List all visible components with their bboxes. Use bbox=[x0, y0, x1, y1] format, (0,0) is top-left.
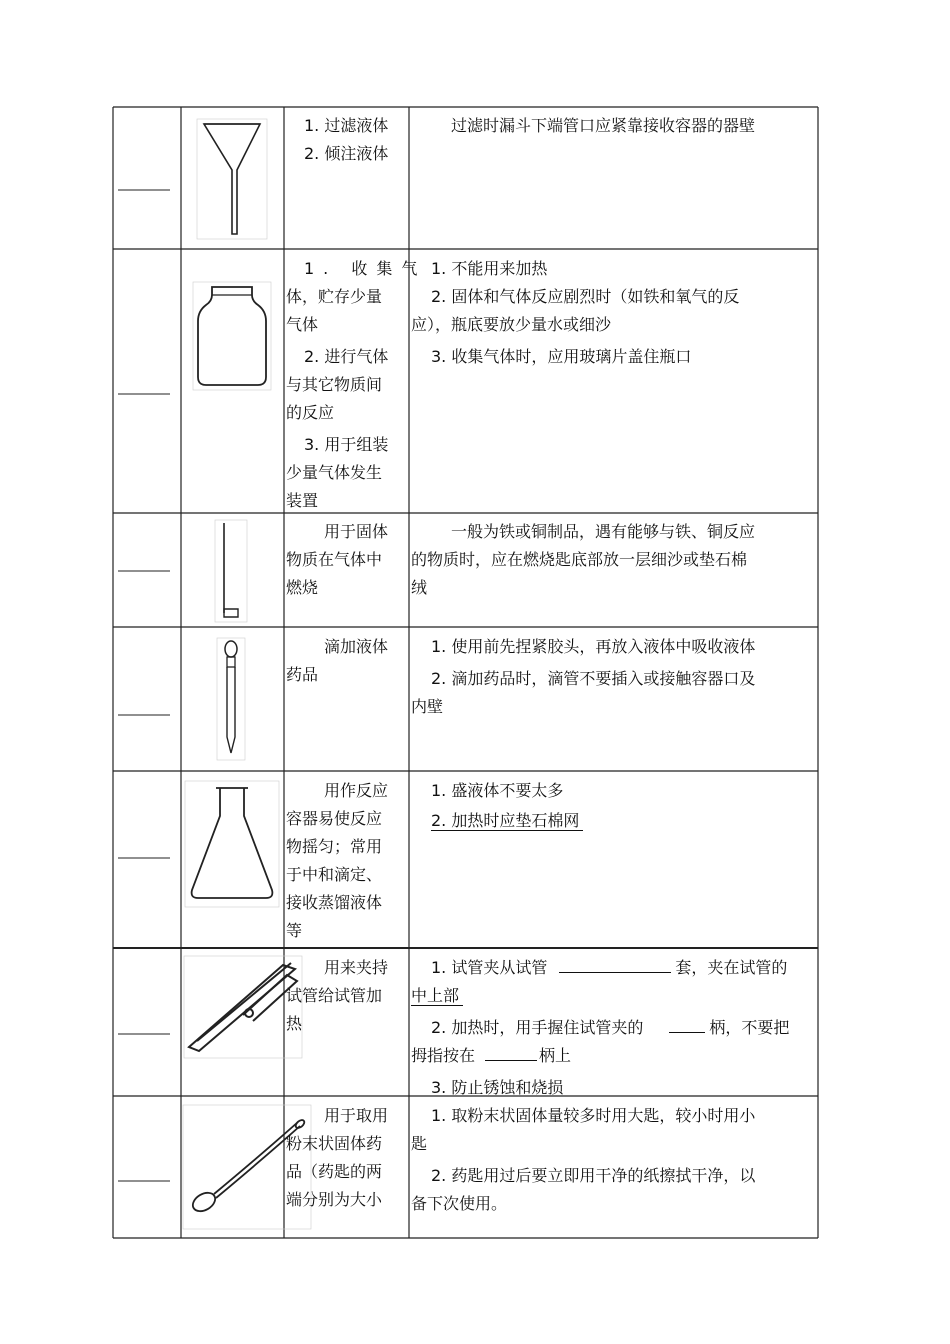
combustion-spoon-use: 用于固体 物质在气体中 燃烧 bbox=[286, 522, 389, 597]
dropper-notes: 1. 使用前先捏紧胶头，再放入液体中吸收液体 2. 滴加药品时，滴管不要插入或接触容器口及 内壁 bbox=[411, 637, 756, 716]
conical-flask-notes: 1. 盛液体不要太多 2. 加热时应垫石棉网 bbox=[411, 777, 816, 835]
medicine-spoon-use: 用于取用 粉末状固体药 品（药匙的两 端分别为大小 bbox=[286, 1106, 389, 1209]
medicine-spoon-notes: 1. 取粉末状固体量较多时用大匙，较小时用小 匙 2. 药匙用过后要立即用干净的纸擦拭干净，以 备下次使用。 bbox=[411, 1106, 756, 1213]
test-tube-holder-icon bbox=[183, 955, 303, 1059]
gas-jar-use: 1. 收集气 体，贮存少量 气体 2. 进行气体 与其它物质间 的反应 3. 用于组装 少量气体发生 装置 bbox=[286, 259, 427, 510]
conical-flask-use: 用作反应 容器易使反应 物摇匀；常用 于中和滴定、 接收蒸馏液体 等 bbox=[286, 781, 389, 940]
funnel-notes: 过滤时漏斗下端管口应紧靠接收容器的器壁 bbox=[451, 116, 756, 135]
funnel-icon bbox=[196, 118, 268, 240]
combustion-spoon-notes: 一般为铁或铜制品，遇有能够与铁、铜反应 的物质时，应在燃烧匙底部放一层细沙或垫石棉 绒 bbox=[411, 522, 756, 597]
gas-jar-notes: 1. 不能用来加热 2. 固体和气体反应剧烈时（如铁和氧气的反 应），瓶底要放少量水或细沙 3. 收集气体时，应用玻璃片盖住瓶口 bbox=[411, 259, 740, 366]
test-tube-holder-use: 用来夹持 试管给试管加 热 bbox=[286, 958, 389, 1033]
test-tube-holder-notes: 1. 试管夹从试管 套，夹在试管的 中上部 2. 加热时，用手握住试管夹的 柄，不要把 拇指按在 柄上 3. 防止锈蚀和烧损 bbox=[411, 954, 816, 1102]
funnel-use: 1. 过滤液体 2. 倾注液体 bbox=[304, 116, 389, 163]
combustion-spoon-icon bbox=[214, 519, 248, 623]
gas-collecting-bottle-icon bbox=[192, 281, 272, 391]
conical-flask-icon bbox=[184, 780, 280, 908]
dropper-icon bbox=[216, 637, 246, 761]
dropper-use: 滴加液体 药品 bbox=[286, 637, 389, 684]
